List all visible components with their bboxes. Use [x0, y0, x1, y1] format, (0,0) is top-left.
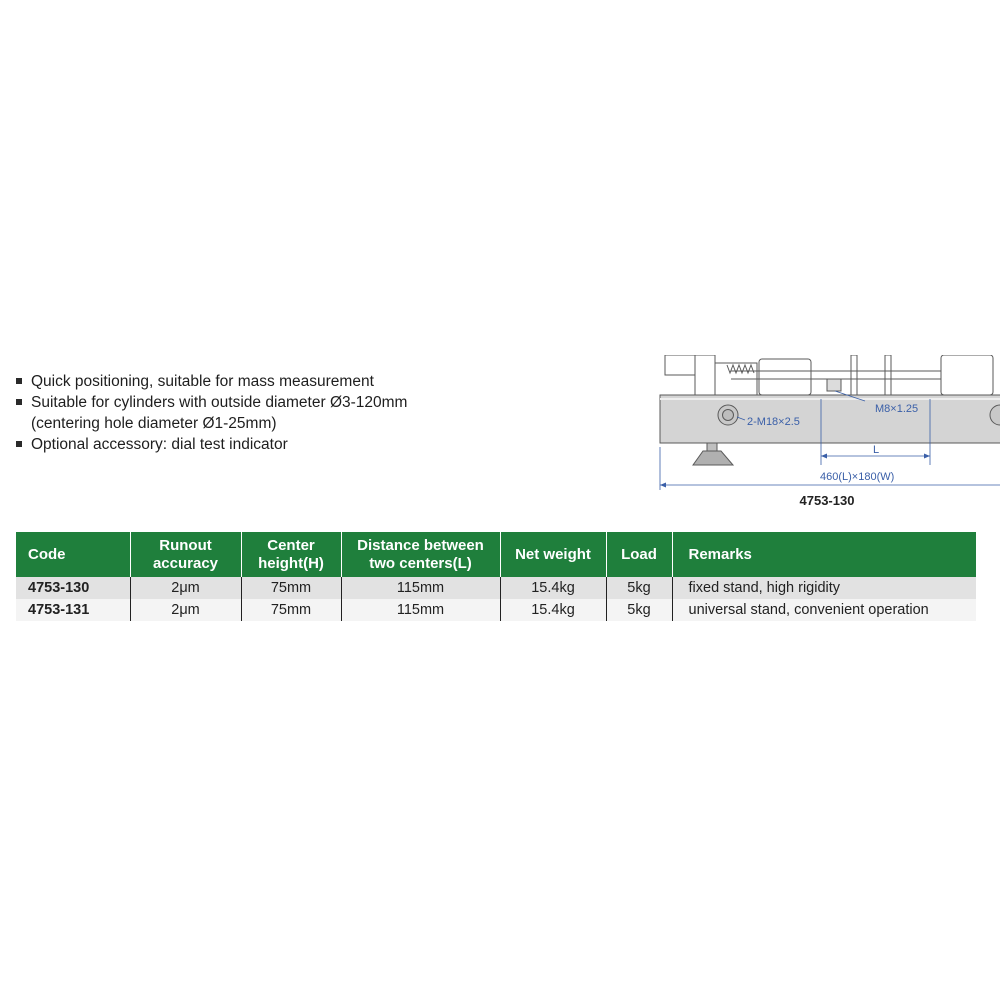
header-distance-line2: two centers(L): [369, 554, 472, 572]
cell-distance: 115mm: [341, 599, 500, 621]
technical-drawing: [655, 355, 1000, 515]
header-center-height: [241, 532, 341, 577]
feature-list: [14, 371, 574, 455]
distance-label: L: [873, 444, 880, 456]
cell-net-weight: 15.4kg: [500, 577, 606, 599]
cell-net-weight: 15.4kg: [500, 599, 606, 621]
cell-code: 4753-130: [16, 577, 130, 599]
feature-text: Quick positioning, suitable for mass measurement: [31, 373, 374, 390]
header-runout: [130, 532, 241, 577]
cell-remarks: fixed stand, high rigidity: [672, 577, 976, 599]
header-code: Code: [16, 532, 130, 577]
cell-load: 5kg: [606, 577, 672, 599]
header-runout-line2: accuracy: [152, 554, 219, 572]
table-row: [16, 599, 976, 621]
feature-item: [14, 371, 574, 392]
header-runout-line1: Runout: [159, 536, 212, 554]
thread-hole-label: 2-M18×2.5: [747, 416, 800, 428]
feature-text: Optional accessory: dial test indicator: [31, 436, 288, 453]
screw-label: M8×1.25: [875, 403, 919, 415]
feature-item: [14, 434, 574, 455]
cell-runout: 2μm: [130, 577, 241, 599]
table-header-row: [16, 532, 976, 577]
header-center-line1: Center: [267, 536, 315, 554]
feature-text-continued: (centering hole diameter Ø1-25mm): [31, 415, 277, 432]
cell-load: 5kg: [606, 599, 672, 621]
bullet-icon: [16, 378, 22, 384]
cell-center-height: 75mm: [241, 577, 341, 599]
feature-text: Suitable for cylinders with outside diameter Ø3-120mm: [31, 394, 408, 411]
base-size-label: 460(L)×180(W): [820, 471, 895, 483]
bullet-icon: [16, 441, 22, 447]
header-center-line2: height(H): [258, 554, 324, 572]
header-distance-line1: Distance between: [357, 536, 484, 554]
feature-item: [14, 392, 574, 434]
cell-code: 4753-131: [16, 599, 130, 621]
table-row: [16, 577, 976, 599]
spec-table: [16, 532, 976, 621]
bench-centers-drawing: [655, 355, 1000, 490]
header-distance: [341, 532, 500, 577]
header-remarks: Remarks: [672, 532, 976, 577]
drawing-caption: 4753-130: [799, 493, 855, 508]
bullet-icon: [16, 399, 22, 405]
header-load: Load: [606, 532, 672, 577]
cell-runout: 2μm: [130, 599, 241, 621]
header-net-weight: Net weight: [500, 532, 606, 577]
cell-remarks: universal stand, convenient operation: [672, 599, 976, 621]
cell-distance: 115mm: [341, 577, 500, 599]
cell-center-height: 75mm: [241, 599, 341, 621]
